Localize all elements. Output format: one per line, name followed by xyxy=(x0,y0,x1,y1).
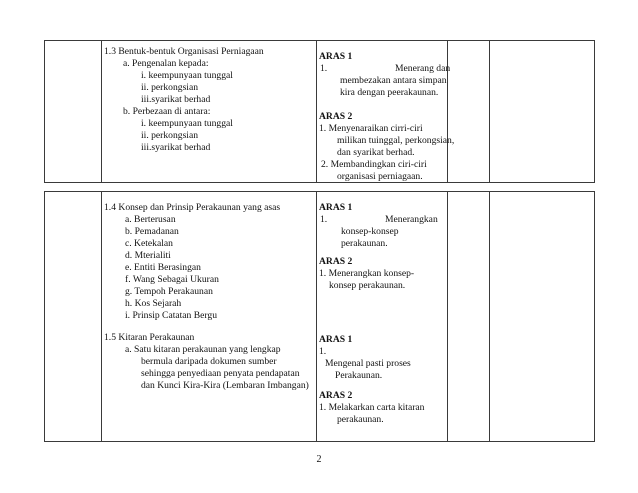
list-item: d. Mterialiti xyxy=(125,250,171,261)
subtopic: a. Pengenalan kepada: xyxy=(123,58,209,69)
list-item: i. keempunyaan tunggal xyxy=(141,118,233,129)
column-divider xyxy=(489,192,490,441)
outcome-text: Mengenal pasti proses xyxy=(325,358,411,369)
level-heading: ARAS 1 xyxy=(319,334,353,345)
outcome-number: 1. xyxy=(319,346,327,357)
syllabus-table-1 xyxy=(44,40,595,183)
outcome-text: perakaunan. xyxy=(337,414,384,425)
list-item: i. keempunyaan tunggal xyxy=(141,70,233,81)
outcome-text: konsep perakaunan. xyxy=(329,280,406,291)
outcome-text: organisasi perniagaan. xyxy=(337,171,423,182)
list-item: f. Wang Sebagai Ukuran xyxy=(125,274,219,285)
list-item: e. Entiti Berasingan xyxy=(125,262,201,273)
list-item: h. Kos Sejarah xyxy=(125,298,182,309)
subtopic-text: dan Kunci Kira-Kira (Lembaran Imbangan) xyxy=(141,380,309,391)
outcome-text: membezakan antara simpan xyxy=(340,75,447,86)
level-heading: ARAS 2 xyxy=(319,390,353,401)
topic-heading: 1.4 Konsep dan Prinsip Perakaunan yang asas xyxy=(104,202,281,213)
outcome-text: kira dengan peerakaunan. xyxy=(340,87,439,98)
level-heading: ARAS 1 xyxy=(319,51,353,62)
page-number: 2 xyxy=(316,454,322,465)
outcome-number: 1. xyxy=(320,214,328,225)
outcome-number: 1. xyxy=(320,63,328,74)
column-divider xyxy=(447,192,448,441)
outcome-text: milikan tuinggal, perkongsian, xyxy=(337,135,455,146)
outcome-text: Menerangkan xyxy=(385,214,438,225)
outcome-text: 1. Menerangkan konsep- xyxy=(319,268,415,279)
outcome-text: perakaunan. xyxy=(341,238,388,249)
list-item: i. Prinsip Catatan Bergu xyxy=(125,310,218,321)
list-item: ii. perkongsian xyxy=(141,82,199,93)
outcome-text: 1. Melakarkan carta kitaran xyxy=(319,402,425,413)
outcome-text: 2. Membandingkan ciri-ciri xyxy=(321,159,427,170)
column-divider xyxy=(316,192,317,441)
list-item: ii. perkongsian xyxy=(141,130,199,141)
list-item: g. Tempoh Perakaunan xyxy=(125,286,213,297)
subtopic-text: sehingga penyediaan penyata pendapatan xyxy=(141,368,300,379)
column-divider xyxy=(316,41,317,182)
topic-heading: 1.3 Bentuk-bentuk Organisasi Perniagaan xyxy=(104,46,264,57)
syllabus-table-2 xyxy=(44,191,595,442)
topic-heading: 1.5 Kitaran Perakaunan xyxy=(104,332,195,343)
outcome-text: konsep-konsep xyxy=(341,226,399,237)
outcome-text: Perakaunan. xyxy=(335,370,383,381)
subtopic-text: bermula daripada dokumen sumber xyxy=(141,356,277,367)
list-item: a. Berterusan xyxy=(125,214,176,225)
outcome-text: 1. Menyenaraikan cirri-ciri xyxy=(319,123,423,134)
column-divider xyxy=(489,41,490,182)
level-heading: ARAS 1 xyxy=(319,202,353,213)
level-heading: ARAS 2 xyxy=(319,111,353,122)
subtopic: b. Perbezaan di antara: xyxy=(123,106,211,117)
list-item: iii.syarikat berhad xyxy=(141,142,211,153)
level-heading: ARAS 2 xyxy=(319,256,353,267)
column-divider xyxy=(101,41,102,182)
subtopic: a. Satu kitaran perakaunan yang lengkap xyxy=(125,344,281,355)
list-item: c. Ketekalan xyxy=(125,238,173,249)
outcome-text: dan syarikat berhad. xyxy=(337,147,415,158)
list-item: iii.syarikat berhad xyxy=(141,94,211,105)
column-divider xyxy=(101,192,102,441)
list-item: b. Pemadanan xyxy=(125,226,179,237)
outcome-text: Menerang dan xyxy=(395,63,451,74)
